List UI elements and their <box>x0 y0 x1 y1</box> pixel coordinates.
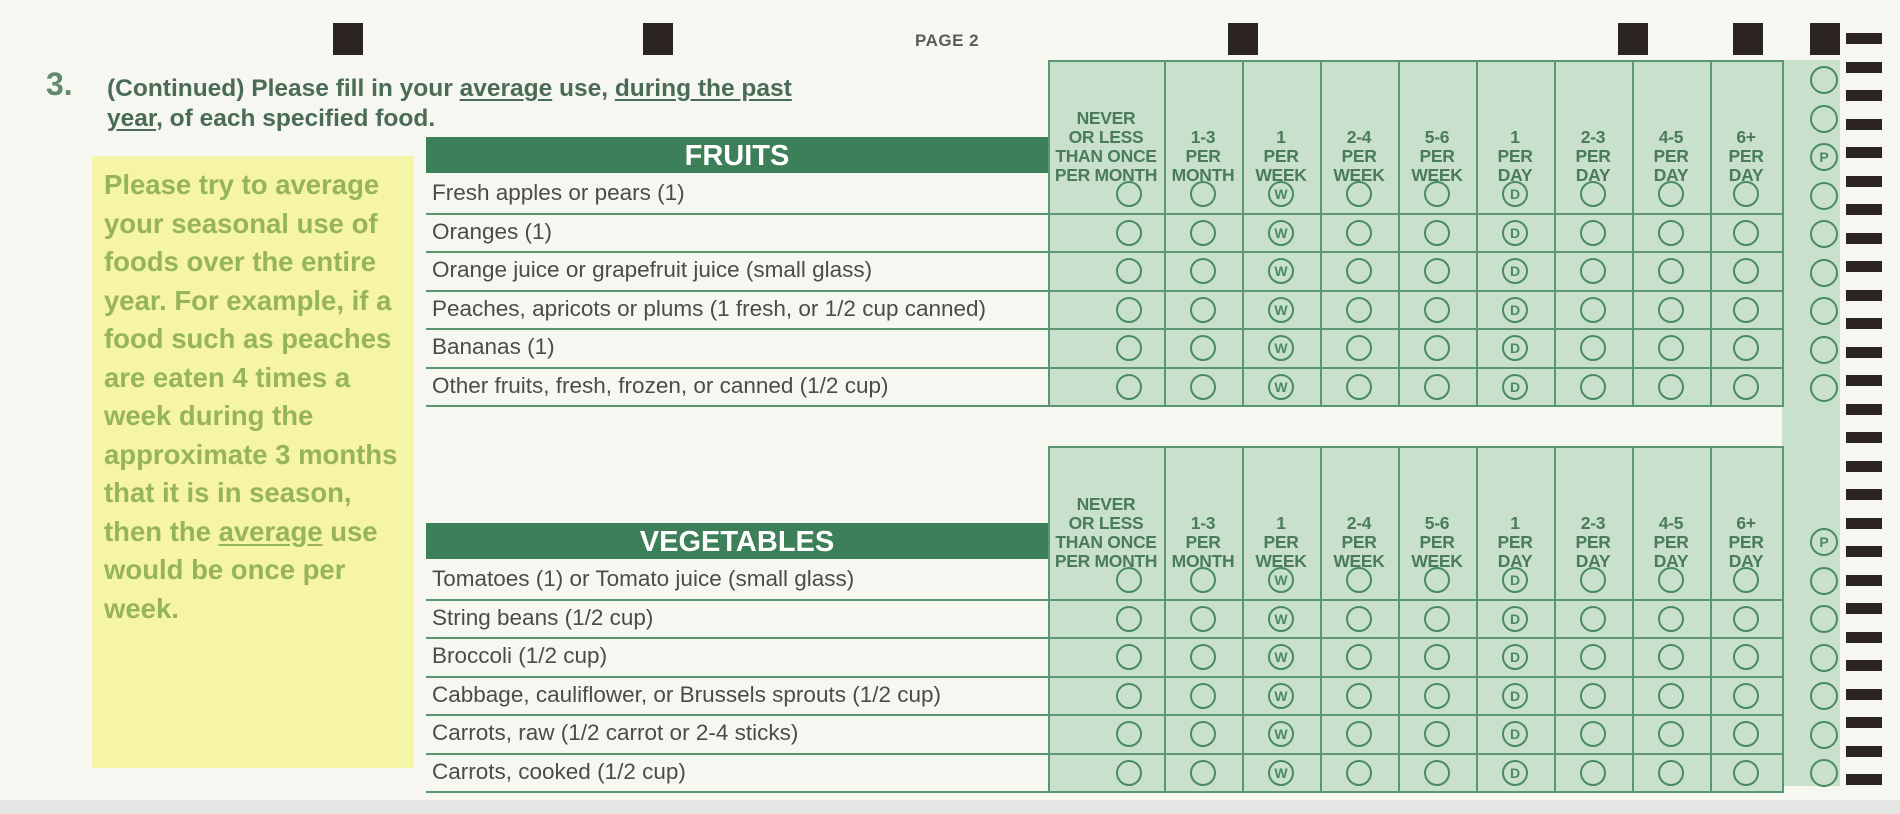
frequency-bubble[interactable] <box>1580 721 1606 747</box>
header-line: 2-4 <box>1346 513 1372 533</box>
header-line: PER <box>1263 532 1299 552</box>
header-line: NEVER <box>1076 108 1136 128</box>
frequency-column-header <box>1632 514 1710 571</box>
grid-line <box>1048 446 1050 792</box>
question-text: (Continued) Please fill in your average use, during the past year, of each specified food. <box>107 75 792 132</box>
header-line: DAY <box>1497 165 1533 185</box>
frequency-bubble[interactable] <box>1116 644 1142 670</box>
timing-mark <box>1846 546 1882 557</box>
header-line: PER <box>1185 532 1221 552</box>
frequency-column-header <box>1164 514 1242 571</box>
frequency-bubble[interactable]: W <box>1268 683 1294 709</box>
frequency-bubble[interactable] <box>1733 258 1759 284</box>
side-bubble: P <box>1810 528 1838 556</box>
frequency-bubble[interactable] <box>1116 374 1142 400</box>
instruction-text: Please try to average your seasonal use of foods over the entire year. For example, if a food such as peaches are eaten 4 times a week during the approximate 3 months that it is in season, then the average use would be once per week. <box>104 169 398 624</box>
side-bubble <box>1810 605 1838 633</box>
timing-mark <box>1846 204 1882 215</box>
frequency-bubble[interactable] <box>1733 760 1759 786</box>
timing-mark <box>1846 375 1882 386</box>
timing-mark <box>1846 147 1882 158</box>
frequency-bubble[interactable]: D <box>1502 297 1528 323</box>
frequency-bubble[interactable]: W <box>1268 760 1294 786</box>
frequency-column-header <box>1554 128 1632 185</box>
frequency-bubble[interactable] <box>1658 374 1684 400</box>
frequency-bubble[interactable] <box>1190 606 1216 632</box>
frequency-bubble[interactable]: D <box>1502 220 1528 246</box>
food-item-label: Other fruits, fresh, frozen, or canned (1/2 cup) <box>432 372 889 398</box>
timing-mark <box>1846 290 1882 301</box>
frequency-bubble[interactable] <box>1658 606 1684 632</box>
grid-line <box>1554 60 1556 406</box>
header-line: DAY <box>1575 165 1611 185</box>
frequency-bubble[interactable] <box>1424 606 1450 632</box>
frequency-column-header <box>1476 128 1554 185</box>
frequency-bubble[interactable] <box>1346 760 1372 786</box>
frequency-column-header <box>1242 514 1320 571</box>
frequency-column-header <box>1164 128 1242 185</box>
side-bubble <box>1810 336 1838 364</box>
timing-mark <box>1846 347 1882 358</box>
frequency-bubble[interactable] <box>1346 606 1372 632</box>
frequency-bubble[interactable]: W <box>1268 335 1294 361</box>
frequency-bubble[interactable] <box>1116 683 1142 709</box>
frequency-bubble[interactable] <box>1116 181 1142 207</box>
frequency-bubble[interactable]: D <box>1502 683 1528 709</box>
frequency-bubble[interactable] <box>1190 335 1216 361</box>
frequency-bubble[interactable] <box>1346 567 1372 593</box>
frequency-column-header <box>1048 495 1164 571</box>
frequency-bubble[interactable] <box>1116 220 1142 246</box>
grid-line <box>1710 446 1712 792</box>
header-line: WEEK <box>1255 165 1307 185</box>
timing-mark <box>1846 489 1882 500</box>
frequency-bubble[interactable]: W <box>1268 220 1294 246</box>
frequency-bubble[interactable] <box>1190 374 1216 400</box>
grid-line <box>1242 60 1244 406</box>
timing-mark <box>1846 33 1882 44</box>
frequency-bubble[interactable]: D <box>1502 258 1528 284</box>
header-line: DAY <box>1653 165 1689 185</box>
frequency-bubble[interactable] <box>1190 258 1216 284</box>
header-line: PER <box>1653 146 1689 166</box>
header-line: 6+ <box>1736 513 1756 533</box>
page-label: PAGE 2 <box>915 31 980 50</box>
frequency-bubble[interactable]: W <box>1268 297 1294 323</box>
food-item-label: Orange juice or grapefruit juice (small glass) <box>432 257 873 282</box>
timing-mark <box>1846 404 1882 415</box>
frequency-bubble[interactable] <box>1658 644 1684 670</box>
frequency-bubble[interactable] <box>1733 335 1759 361</box>
frequency-column-header <box>1398 128 1476 185</box>
frequency-column-header <box>1242 128 1320 185</box>
registration-mark <box>643 23 673 55</box>
row-divider <box>426 405 1784 407</box>
registration-mark <box>1228 23 1258 55</box>
timing-mark <box>1846 233 1882 244</box>
frequency-bubble[interactable] <box>1580 374 1606 400</box>
grid-line <box>1320 60 1322 406</box>
side-bubble <box>1810 220 1838 248</box>
frequency-bubble[interactable] <box>1733 721 1759 747</box>
side-bubble <box>1810 66 1838 94</box>
frequency-bubble[interactable] <box>1190 721 1216 747</box>
frequency-bubble[interactable] <box>1733 606 1759 632</box>
frequency-bubble[interactable] <box>1424 258 1450 284</box>
frequency-bubble[interactable] <box>1116 606 1142 632</box>
frequency-column-header <box>1710 514 1782 571</box>
frequency-bubble[interactable] <box>1424 567 1450 593</box>
side-bubble <box>1810 644 1838 672</box>
frequency-bubble[interactable] <box>1346 258 1372 284</box>
frequency-bubble[interactable]: W <box>1268 644 1294 670</box>
header-line: PER <box>1341 532 1377 552</box>
grid-line <box>1048 60 1050 406</box>
frequency-bubble[interactable] <box>1190 683 1216 709</box>
header-line: DAY <box>1497 551 1533 571</box>
header-line: THAN ONCE <box>1055 146 1157 166</box>
registration-mark <box>1618 23 1648 55</box>
frequency-column-header <box>1320 514 1398 571</box>
frequency-bubble[interactable] <box>1190 181 1216 207</box>
timing-mark <box>1846 746 1882 757</box>
row-divider <box>426 791 1784 793</box>
frequency-bubble[interactable] <box>1580 760 1606 786</box>
frequency-bubble[interactable] <box>1346 683 1372 709</box>
grid-line <box>1048 446 1784 448</box>
row-divider <box>426 290 1784 292</box>
header-line: PER <box>1497 532 1533 552</box>
header-line: 1-3 <box>1190 513 1216 533</box>
frequency-bubble[interactable] <box>1346 374 1372 400</box>
header-line: DAY <box>1728 165 1764 185</box>
frequency-bubble[interactable] <box>1733 374 1759 400</box>
food-item-label: String beans (1/2 cup) <box>432 604 654 630</box>
frequency-bubble[interactable] <box>1580 181 1606 207</box>
side-bubble <box>1810 105 1838 133</box>
header-line: 5-6 <box>1424 513 1450 533</box>
grid-line <box>1398 60 1400 406</box>
header-line: PER <box>1575 146 1611 166</box>
header-line: PER MONTH <box>1054 165 1158 185</box>
header-line: NEVER <box>1076 494 1136 514</box>
frequency-bubble[interactable] <box>1116 760 1142 786</box>
side-bubble <box>1810 567 1838 595</box>
bottom-edge <box>0 800 1900 814</box>
instruction-note <box>92 156 414 768</box>
food-item-label: Tomatoes (1) or Tomato juice (small glass) <box>432 566 855 591</box>
frequency-bubble[interactable] <box>1346 297 1372 323</box>
side-bubble <box>1810 759 1838 787</box>
frequency-bubble[interactable] <box>1580 335 1606 361</box>
header-line: PER <box>1263 146 1299 166</box>
row-divider <box>426 328 1784 330</box>
registration-mark <box>333 23 363 55</box>
timing-mark <box>1846 689 1882 700</box>
frequency-bubble[interactable] <box>1658 220 1684 246</box>
header-line: 1-3 <box>1190 127 1216 147</box>
food-item-label: Oranges (1) <box>432 218 553 244</box>
grid-line <box>1632 446 1634 792</box>
food-item-label: Peaches, apricots or plums (1 fresh, or 1/2 cup canned) <box>432 295 987 321</box>
frequency-bubble[interactable] <box>1658 258 1684 284</box>
row-divider <box>426 367 1784 369</box>
frequency-bubble[interactable]: W <box>1268 606 1294 632</box>
frequency-bubble[interactable] <box>1658 335 1684 361</box>
frequency-bubble[interactable] <box>1733 567 1759 593</box>
grid-line <box>1164 60 1166 406</box>
frequency-bubble[interactable]: D <box>1502 181 1528 207</box>
header-line: WEEK <box>1411 165 1463 185</box>
frequency-bubble[interactable] <box>1116 258 1142 284</box>
header-line: DAY <box>1653 551 1689 571</box>
header-line: PER <box>1575 532 1611 552</box>
frequency-bubble[interactable] <box>1424 181 1450 207</box>
row-divider <box>426 753 1784 755</box>
header-line: DAY <box>1575 551 1611 571</box>
frequency-bubble[interactable] <box>1733 683 1759 709</box>
frequency-bubble[interactable] <box>1190 567 1216 593</box>
frequency-bubble[interactable]: D <box>1502 374 1528 400</box>
side-bubble <box>1810 374 1838 402</box>
header-line: 6+ <box>1736 127 1756 147</box>
grid-line <box>1164 446 1166 792</box>
header-line: PER <box>1419 146 1455 166</box>
side-bubble <box>1810 259 1838 287</box>
timing-mark <box>1846 461 1882 472</box>
header-line: WEEK <box>1333 551 1385 571</box>
frequency-bubble[interactable] <box>1424 220 1450 246</box>
frequency-column-header <box>1554 514 1632 571</box>
frequency-bubble[interactable]: W <box>1268 567 1294 593</box>
frequency-bubble[interactable] <box>1580 220 1606 246</box>
frequency-bubble[interactable]: D <box>1502 644 1528 670</box>
header-line: THAN ONCE <box>1055 532 1157 552</box>
frequency-bubble[interactable] <box>1190 297 1216 323</box>
registration-mark <box>1810 23 1840 55</box>
frequency-bubble[interactable] <box>1190 220 1216 246</box>
frequency-bubble[interactable] <box>1424 760 1450 786</box>
section-title: FRUITS <box>426 137 1048 173</box>
frequency-bubble[interactable] <box>1733 181 1759 207</box>
frequency-bubble[interactable] <box>1346 721 1372 747</box>
grid-line <box>1782 446 1784 792</box>
frequency-bubble[interactable] <box>1190 760 1216 786</box>
frequency-bubble[interactable] <box>1424 297 1450 323</box>
header-line: PER <box>1497 146 1533 166</box>
header-line: WEEK <box>1333 165 1385 185</box>
grid-line <box>1632 60 1634 406</box>
frequency-bubble[interactable] <box>1658 297 1684 323</box>
frequency-bubble[interactable] <box>1424 374 1450 400</box>
food-item-label: Broccoli (1/2 cup) <box>432 643 608 668</box>
header-line: OR LESS <box>1068 127 1144 147</box>
timing-mark <box>1846 432 1882 443</box>
timing-mark <box>1846 603 1882 614</box>
frequency-bubble[interactable]: W <box>1268 374 1294 400</box>
frequency-bubble[interactable] <box>1346 644 1372 670</box>
frequency-bubble[interactable] <box>1116 567 1142 593</box>
header-line: PER MONTH <box>1054 551 1158 571</box>
question-number: 3. <box>46 66 73 102</box>
grid-line <box>1476 60 1478 406</box>
frequency-bubble[interactable] <box>1424 644 1450 670</box>
header-line: 5-6 <box>1424 127 1450 147</box>
grid-line <box>1710 60 1712 406</box>
frequency-bubble[interactable] <box>1346 220 1372 246</box>
header-line: 4-5 <box>1658 127 1684 147</box>
timing-mark <box>1846 632 1882 643</box>
header-line: WEEK <box>1255 551 1307 571</box>
header-line: PER <box>1728 146 1764 166</box>
timing-mark <box>1846 119 1882 130</box>
header-line: 2-3 <box>1580 127 1606 147</box>
frequency-bubble[interactable] <box>1116 335 1142 361</box>
frequency-bubble[interactable]: D <box>1502 335 1528 361</box>
header-line: 1 <box>1510 127 1520 147</box>
header-line: 1 <box>1510 513 1520 533</box>
frequency-bubble[interactable]: W <box>1268 181 1294 207</box>
frequency-bubble[interactable] <box>1346 335 1372 361</box>
grid-line <box>1398 446 1400 792</box>
timing-mark <box>1846 660 1882 671</box>
row-divider <box>426 213 1784 215</box>
row-divider <box>426 599 1784 601</box>
header-line: OR LESS <box>1068 513 1144 533</box>
section-title: VEGETABLES <box>426 523 1048 559</box>
row-divider <box>426 714 1784 716</box>
frequency-bubble[interactable] <box>1580 567 1606 593</box>
frequency-column-header <box>1398 514 1476 571</box>
timing-mark <box>1846 176 1882 187</box>
frequency-bubble[interactable]: W <box>1268 721 1294 747</box>
frequency-bubble[interactable]: D <box>1502 606 1528 632</box>
frequency-bubble[interactable] <box>1346 181 1372 207</box>
frequency-bubble[interactable] <box>1658 721 1684 747</box>
timing-mark <box>1846 518 1882 529</box>
header-line: MONTH <box>1171 551 1235 571</box>
row-divider <box>426 251 1784 253</box>
timing-mark <box>1846 774 1882 785</box>
frequency-bubble[interactable]: W <box>1268 258 1294 284</box>
side-bubble <box>1810 297 1838 325</box>
header-line: PER <box>1341 146 1377 166</box>
frequency-bubble[interactable] <box>1658 567 1684 593</box>
header-line: 1 <box>1276 513 1286 533</box>
grid-line <box>1242 446 1244 792</box>
timing-mark <box>1846 318 1882 329</box>
side-bubble <box>1810 721 1838 749</box>
timing-mark <box>1846 90 1882 101</box>
timing-mark <box>1846 62 1882 73</box>
grid-line <box>1048 60 1784 62</box>
header-line: PER <box>1728 532 1764 552</box>
frequency-bubble[interactable] <box>1733 220 1759 246</box>
header-line: PER <box>1653 532 1689 552</box>
header-line: PER <box>1419 532 1455 552</box>
frequency-bubble[interactable] <box>1424 335 1450 361</box>
frequency-bubble[interactable] <box>1116 721 1142 747</box>
header-line: 2-3 <box>1580 513 1606 533</box>
frequency-column-header <box>1632 128 1710 185</box>
frequency-bubble[interactable] <box>1580 683 1606 709</box>
frequency-column-header <box>1048 109 1164 185</box>
frequency-bubble[interactable] <box>1733 297 1759 323</box>
frequency-bubble[interactable] <box>1733 644 1759 670</box>
frequency-column-header <box>1320 128 1398 185</box>
frequency-bubble[interactable] <box>1424 683 1450 709</box>
food-item-label: Fresh apples or pears (1) <box>432 180 685 205</box>
frequency-bubble[interactable]: D <box>1502 721 1528 747</box>
row-divider <box>426 676 1784 678</box>
grid-line <box>1782 60 1784 406</box>
timing-mark <box>1846 575 1882 586</box>
frequency-bubble[interactable]: D <box>1502 760 1528 786</box>
header-line: MONTH <box>1171 165 1235 185</box>
row-divider <box>426 637 1784 639</box>
header-line: 4-5 <box>1658 513 1684 533</box>
food-item-label: Carrots, raw (1/2 carrot or 2-4 sticks) <box>432 720 799 745</box>
frequency-column-header <box>1476 514 1554 571</box>
food-item-label: Bananas (1) <box>432 334 555 359</box>
frequency-bubble[interactable] <box>1580 297 1606 323</box>
food-item-label: Carrots, cooked (1/2 cup) <box>432 758 686 784</box>
frequency-bubble[interactable] <box>1580 644 1606 670</box>
grid-line <box>1320 446 1322 792</box>
frequency-column-header <box>1710 128 1782 185</box>
frequency-bubble[interactable] <box>1190 644 1216 670</box>
header-line: DAY <box>1728 551 1764 571</box>
frequency-bubble[interactable]: D <box>1502 567 1528 593</box>
side-bubble: P <box>1810 143 1838 171</box>
frequency-bubble[interactable] <box>1658 181 1684 207</box>
header-line: PER <box>1185 146 1221 166</box>
header-line: 2-4 <box>1346 127 1372 147</box>
frequency-bubble[interactable] <box>1424 721 1450 747</box>
food-item-label: Cabbage, cauliflower, or Brussels sprouts (1/2 cup) <box>432 681 941 707</box>
frequency-bubble[interactable] <box>1580 606 1606 632</box>
frequency-bubble[interactable] <box>1116 297 1142 323</box>
timing-mark <box>1846 717 1882 728</box>
side-bubble <box>1810 682 1838 710</box>
grid-line <box>1476 446 1478 792</box>
registration-mark <box>1733 23 1763 55</box>
frequency-bubble[interactable] <box>1580 258 1606 284</box>
timing-mark <box>1846 261 1882 272</box>
header-line: WEEK <box>1411 551 1463 571</box>
frequency-bubble[interactable] <box>1658 760 1684 786</box>
header-line: 1 <box>1276 127 1286 147</box>
side-bubble <box>1810 182 1838 210</box>
frequency-bubble[interactable] <box>1658 683 1684 709</box>
grid-line <box>1554 446 1556 792</box>
